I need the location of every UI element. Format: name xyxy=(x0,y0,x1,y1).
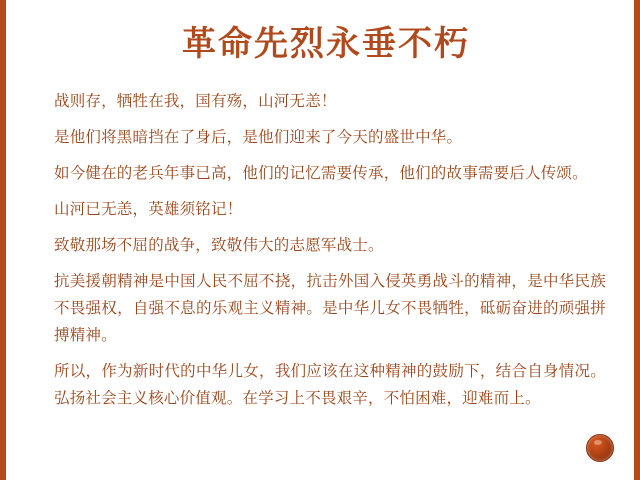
slide-body xyxy=(54,88,606,421)
body-paragraph: 抗美援朝精神是中国人民不屈不挠，抗击外国入侵英勇战斗的精神，是中华民族不畏强权，自强不息的乐观主义精神。是中华儿女不畏牺牲，砥砺奋进的顽强拼搏精神。 xyxy=(54,272,606,344)
body-paragraph: 山河已无恙，英雄须铭记！ xyxy=(54,200,243,218)
circle-bullet-icon xyxy=(586,434,614,462)
body-paragraph: 是他们将黑暗挡在了身后，是他们迎来了今天的盛世中华。 xyxy=(54,128,463,146)
body-paragraph: 所以，作为新时代的中华儿女，我们应该在这种精神的鼓励下，结合自身情况。弘扬社会主义核心价值观。在学习上不畏艰辛，不怕困难，迎难而上。 xyxy=(54,362,606,407)
page-title: 革命先烈永垂不朽 xyxy=(182,24,470,64)
body-paragraph: 战则存，牺牲在我，国有殇，山河无恙！ xyxy=(54,92,337,110)
body-paragraph: 如今健在的老兵年事已高，他们的记忆需要传承，他们的故事需要后人传颂。 xyxy=(54,164,588,182)
body-paragraph: 致敬那场不屈的战争，致敬伟大的志愿军战士。 xyxy=(54,236,384,254)
